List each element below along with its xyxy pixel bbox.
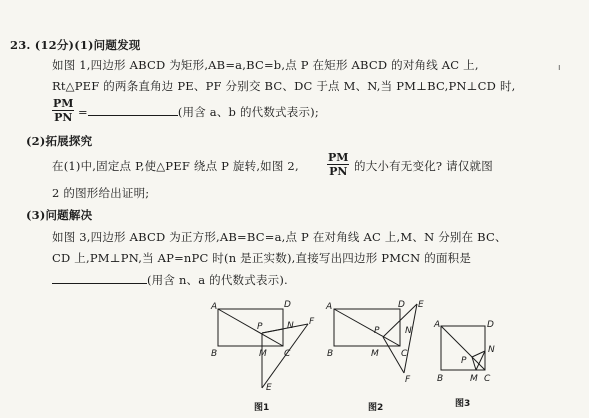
part3-line1: 如图 3,四边形 ABCD 为正方形,AB=BC=a,点 P 在对角线 AC 上,M、N 分别在 BC、 bbox=[52, 230, 507, 244]
fig3-label-m: M bbox=[470, 374, 478, 384]
part1-title: (1)问题发现 bbox=[74, 38, 141, 52]
equals-sign: = bbox=[78, 105, 88, 119]
fraction-numerator: PM bbox=[328, 151, 349, 164]
fraction-numerator: PM bbox=[53, 97, 74, 110]
fig2-label-b: B bbox=[327, 349, 334, 359]
fig2-label-m: M bbox=[371, 349, 379, 359]
problem-number: 23. (12分) bbox=[10, 38, 75, 52]
fig2-label-n: N bbox=[405, 326, 412, 336]
fig1-label-p: P bbox=[257, 322, 263, 332]
part1-line2: Rt△PEF 的两条直角边 PE、PF 分别交 BC、DC 于点 M、N,当 PM⊥BC,PN⊥CD 时, bbox=[52, 79, 516, 93]
fig1-label-n: N bbox=[287, 321, 294, 331]
fig3-label-a: A bbox=[434, 320, 441, 330]
fig2-label-c: C bbox=[401, 349, 408, 359]
fig1-label-a: A bbox=[211, 302, 218, 312]
part3-hint: (用含 n、a 的代数式表示). bbox=[147, 273, 288, 287]
fraction-denominator: PN bbox=[54, 111, 73, 124]
fig3-label-b: B bbox=[437, 374, 444, 384]
fig1-label-c: C bbox=[284, 349, 291, 359]
fig1-caption: 图1 bbox=[254, 403, 270, 413]
part2-line2: 2 的图形给出证明; bbox=[52, 186, 150, 200]
fig2-label-a: A bbox=[326, 302, 333, 312]
fig1-pn bbox=[262, 329, 283, 333]
fig2-caption: 图2 bbox=[368, 403, 384, 413]
part2-title: (2)拓展探究 bbox=[26, 134, 93, 148]
part1-line1: 如图 1,四边形 ABCD 为矩形,AB=a,BC=b,点 P 在矩形 ABCD 的对角线 AC 上, bbox=[52, 58, 479, 72]
fig3-label-c: C bbox=[484, 374, 491, 384]
fig1-diagonal bbox=[218, 309, 283, 346]
figure-2 bbox=[334, 304, 417, 373]
fraction-denominator: PN bbox=[329, 165, 348, 178]
fig2-diagonal bbox=[334, 309, 400, 346]
fig3-label-n: N bbox=[488, 345, 495, 355]
fig1-label-m: M bbox=[259, 349, 267, 359]
fig1-label-e: E bbox=[266, 383, 272, 393]
part2-line1-tail: 的大小有无变化? 请仅就图 bbox=[354, 159, 493, 173]
part2-text-a: 在(1)中,固定点 P,使△PEF 绕点 P 旋转,如图 2, bbox=[52, 159, 299, 173]
fig3-label-d: D bbox=[487, 320, 494, 330]
fig3-ext bbox=[476, 351, 485, 370]
part3-line2: CD 上,PM⊥PN,当 AP=nPC 时(n 是正实数),直接写出四边形 PMCN 的面积是 bbox=[52, 251, 472, 265]
fig2-label-p: P bbox=[374, 326, 380, 336]
fig1-label-b: B bbox=[211, 349, 218, 359]
fig1-label-f: F bbox=[309, 317, 315, 327]
fig3-caption: 图3 bbox=[455, 399, 471, 409]
fig2-label-f: F bbox=[405, 375, 411, 385]
fig1-label-d: D bbox=[284, 300, 291, 310]
part1-hint: (用含 a、b 的代数式表示); bbox=[177, 105, 319, 119]
fig3-label-p: P bbox=[461, 356, 467, 366]
fig2-label-d: D bbox=[398, 300, 405, 310]
fig2-label-e: E bbox=[418, 300, 424, 310]
margin-mark: ı bbox=[558, 63, 561, 73]
part3-title: (3)问题解决 bbox=[26, 208, 93, 222]
